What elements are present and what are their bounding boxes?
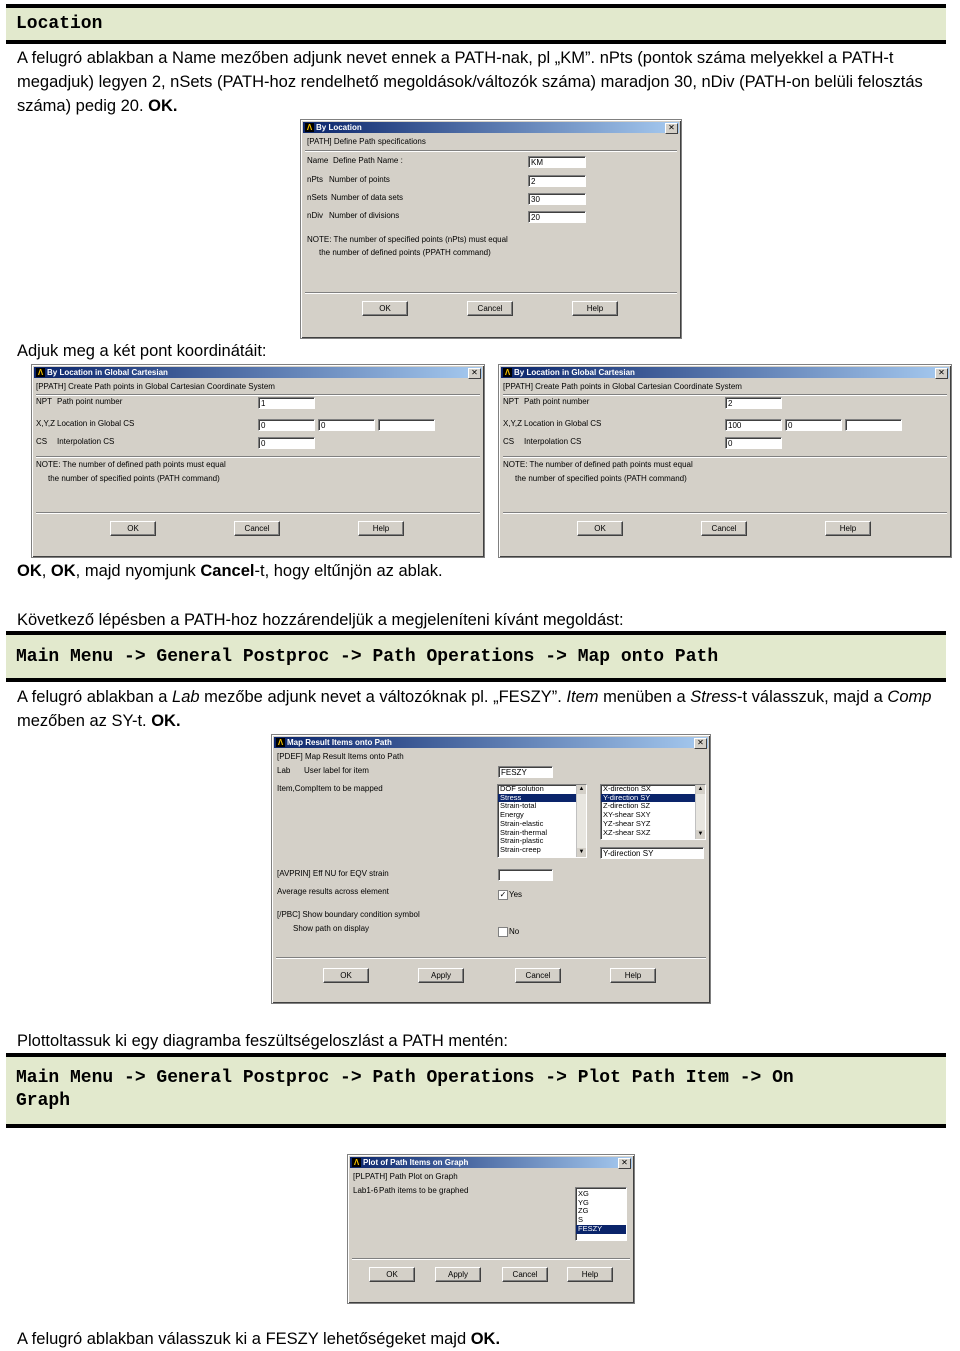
text-fragment: -t válasszuk, majd a xyxy=(737,688,888,706)
cancel-emphasis: Cancel xyxy=(200,562,255,580)
list-item[interactable]: XZ-shear SXZ xyxy=(603,827,651,837)
npts-key: nPts xyxy=(307,175,324,184)
divider xyxy=(503,456,947,458)
ok-emphasis: OK. xyxy=(151,712,181,730)
text-fragment: mezőben az SY-t. xyxy=(17,712,152,730)
cs-label: Interpolation CS xyxy=(57,437,115,446)
list-item[interactable]: Energy xyxy=(500,810,524,820)
list-item[interactable]: Strain-thermal xyxy=(500,827,548,837)
close-icon[interactable]: ✕ xyxy=(665,123,678,134)
help-button[interactable]: Help xyxy=(825,521,871,536)
divider xyxy=(36,512,480,514)
ok-button[interactable]: OK xyxy=(362,301,408,316)
ansys-logo-icon: Λ xyxy=(277,738,284,747)
list-item[interactable]: Strain-creep xyxy=(500,844,541,854)
list-item[interactable]: S xyxy=(578,1215,584,1225)
list-item[interactable]: Strain-plastic xyxy=(500,836,544,846)
dialog-titlebar xyxy=(501,367,949,378)
avprin-field[interactable] xyxy=(498,869,553,881)
path-items-listbox[interactable] xyxy=(575,1187,627,1241)
close-icon[interactable]: ✕ xyxy=(468,368,481,379)
close-icon[interactable]: ✕ xyxy=(935,368,948,379)
scrollbar[interactable] xyxy=(695,785,705,839)
npt-label: Path point number xyxy=(57,397,123,406)
close-icon[interactable]: ✕ xyxy=(618,1158,631,1169)
note-line-2: the number of specified points (PATH command) xyxy=(515,474,687,483)
show-path-checkbox[interactable] xyxy=(498,927,508,937)
dialog-titlebar xyxy=(350,1157,632,1168)
item-label: Item to be mapped xyxy=(316,784,383,793)
y-field[interactable]: 0 xyxy=(785,419,842,431)
ansys-logo-icon: Λ xyxy=(306,123,313,132)
text-fragment: , xyxy=(41,562,51,580)
paragraph-path-intro xyxy=(17,46,952,118)
help-button[interactable]: Help xyxy=(610,968,656,983)
item-emphasis: Item xyxy=(566,688,599,706)
ndiv-label: Number of divisions xyxy=(329,211,400,220)
pbc-label: [/PBC] Show boundary condition symbol xyxy=(277,910,420,919)
section-label: [PPATH] Create Path points in Global Cartesian Coordinate System xyxy=(36,382,275,391)
cs-key: CS xyxy=(503,437,515,446)
text-fragment: A felugró ablakban válasszuk ki a FESZY lehetőségeket majd xyxy=(17,1330,471,1348)
nsets-label: Number of data sets xyxy=(331,193,404,202)
no-label: No xyxy=(509,927,520,936)
close-icon[interactable]: ✕ xyxy=(694,738,707,749)
dialog-path-point-1 xyxy=(31,364,485,558)
note-line-1: NOTE: The number of specified points (nPts) must equal xyxy=(307,235,508,244)
section-label: [PLPATH] Path Plot on Graph xyxy=(353,1172,458,1181)
list-item[interactable]: X-direction SX xyxy=(603,784,651,793)
dialog-titlebar xyxy=(303,122,679,133)
cs-label: Interpolation CS xyxy=(524,437,582,446)
comp-emphasis: Comp xyxy=(887,688,932,706)
x-field[interactable]: 0 xyxy=(258,419,315,431)
cancel-button[interactable]: Cancel xyxy=(467,301,513,316)
avprin-label: [AVPRIN] Eff NU for EQV strain xyxy=(277,869,389,878)
xyz-key: X,Y,Z xyxy=(36,419,55,428)
average-label: Average results across element xyxy=(277,887,389,896)
scrollbar[interactable] xyxy=(576,785,586,857)
ansys-logo-icon: Λ xyxy=(37,368,44,377)
list-item[interactable]: DOF solution xyxy=(500,784,544,793)
cs-key: CS xyxy=(36,437,48,446)
list-item-selected[interactable]: Stress xyxy=(498,794,586,803)
npts-field[interactable]: 2 xyxy=(528,175,586,187)
lab-emphasis: Lab xyxy=(172,688,200,706)
divider xyxy=(36,456,480,458)
section-title: Location xyxy=(16,14,103,34)
ok-emphasis: OK. xyxy=(470,1330,501,1348)
divider xyxy=(36,394,480,396)
ok-emphasis: OK. xyxy=(148,97,178,115)
divider xyxy=(352,1258,630,1260)
npt-field[interactable]: 1 xyxy=(258,397,315,409)
menu-path-text: Main Menu -> General Postproc -> Path Operations -> Map onto Path xyxy=(16,647,719,667)
ndiv-field[interactable]: 20 xyxy=(528,211,586,223)
dialog-plot-path-items xyxy=(347,1154,635,1304)
cs-field[interactable]: 0 xyxy=(258,437,315,449)
list-item[interactable]: ZG xyxy=(578,1206,589,1216)
divider xyxy=(276,957,706,959)
dialog-map-result-items xyxy=(271,734,711,1004)
npt-key: NPT xyxy=(36,397,52,406)
menu-path-line-2: Graph xyxy=(16,1091,71,1111)
note-line-2: the number of specified points (PATH command) xyxy=(48,474,220,483)
paragraph-final xyxy=(17,1327,500,1351)
list-item[interactable]: XG xyxy=(578,1189,589,1198)
divider xyxy=(503,394,947,396)
paragraph-plot: Plottoltassuk ki egy diagramba feszültségeloszlást a PATH mentén: xyxy=(17,1032,508,1050)
ok-button[interactable]: OK xyxy=(369,1267,415,1282)
intro-text: A felugró ablakban a Name mezőben adjunk nevet ennek a PATH-nak, pl „KM”. nPts (pontok száma melyekkel a PATH-t megadjuk) legyen 2, nSets (PATH-hoz rendelhető megoldások/változók száma) maradjon 30, nDiv (PATH-on belüli felosztás száma) pedig 20. xyxy=(17,49,923,115)
menu-path-map-onto-path xyxy=(6,631,946,682)
note-line-1: NOTE: The number of defined path points must equal xyxy=(503,460,693,469)
cs-field[interactable]: 0 xyxy=(725,437,782,449)
lab-field[interactable]: FESZY xyxy=(498,766,553,778)
z-field[interactable] xyxy=(378,419,435,431)
divider xyxy=(305,292,677,294)
cancel-button[interactable]: Cancel xyxy=(515,968,561,983)
y-field[interactable]: 0 xyxy=(318,419,375,431)
ok-emphasis: OK xyxy=(50,562,76,580)
paragraph-feszy xyxy=(17,685,960,733)
item-listbox[interactable] xyxy=(497,784,587,858)
lab-label: Path items to be graphed xyxy=(379,1186,469,1195)
nsets-key: nSets xyxy=(307,193,328,202)
dialog-title: By Location in Global Cartesian xyxy=(47,368,168,377)
divider xyxy=(305,150,677,152)
ok-button[interactable]: OK xyxy=(110,521,156,536)
item-key: Item,Comp xyxy=(277,784,317,793)
yes-label: Yes xyxy=(509,890,523,899)
paragraph-coordinates: Adjuk meg a két pont koordinátáit: xyxy=(17,342,267,360)
ndiv-key: nDiv xyxy=(307,211,324,220)
x-field[interactable]: 100 xyxy=(725,419,782,431)
note-line-2: the number of defined points (PPATH command) xyxy=(319,248,491,257)
help-button[interactable]: Help xyxy=(358,521,404,536)
z-field[interactable] xyxy=(845,419,902,431)
section-label: [PDEF] Map Result Items onto Path xyxy=(277,752,404,761)
text-fragment: A felugró ablakban a xyxy=(17,688,173,706)
path-name-field[interactable]: KM xyxy=(528,156,586,168)
list-item[interactable]: YZ-shear SYZ xyxy=(603,818,651,828)
ansys-logo-icon: Λ xyxy=(353,1158,360,1167)
name-key: Name xyxy=(307,156,329,165)
ok-button[interactable]: OK xyxy=(323,968,369,983)
paragraph-next-step: Következő lépésben a PATH-hoz hozzárendeljük a megjeleníteni kívánt megoldást: xyxy=(17,611,624,629)
menu-path-line-1: Main Menu -> General Postproc -> Path Operations -> Plot Path Item -> On xyxy=(16,1068,794,1088)
xyz-label: Location in Global CS xyxy=(524,419,602,428)
cancel-button[interactable]: Cancel xyxy=(502,1267,548,1282)
dialog-title: Plot of Path Items on Graph xyxy=(363,1158,469,1167)
help-button[interactable]: Help xyxy=(567,1267,613,1282)
xyz-label: Location in Global CS xyxy=(57,419,135,428)
text-fragment: -t, hogy eltűnjön az ablak. xyxy=(254,562,443,580)
name-label: Define Path Name : xyxy=(333,156,403,165)
paragraph-ok-cancel xyxy=(17,559,443,583)
comp-field[interactable]: Y-direction SY xyxy=(600,847,704,859)
dialog-path-point-2 xyxy=(498,364,952,558)
xyz-key: X,Y,Z xyxy=(503,419,522,428)
dialog-by-location xyxy=(300,119,682,339)
text-fragment: mezőbe adjunk nevet a változóknak pl. „FESZY”. xyxy=(199,688,567,706)
menu-path-plot-on-graph xyxy=(6,1053,946,1128)
help-button[interactable]: Help xyxy=(572,301,618,316)
cancel-button[interactable]: Cancel xyxy=(701,521,747,536)
list-item[interactable]: XY-shear SXY xyxy=(603,810,651,820)
dialog-title: Map Result Items onto Path xyxy=(287,738,392,747)
dialog-title: By Location in Global Cartesian xyxy=(514,368,635,377)
section-label: [PATH] Define Path specifications xyxy=(307,137,426,146)
list-item-selected[interactable]: FESZY xyxy=(576,1225,626,1234)
divider xyxy=(503,512,947,514)
ok-button[interactable]: OK xyxy=(577,521,623,536)
nsets-field[interactable]: 30 xyxy=(528,193,586,205)
list-item[interactable]: YG xyxy=(578,1197,589,1207)
apply-button[interactable]: Apply xyxy=(435,1267,481,1282)
dialog-title: By Location xyxy=(316,123,362,132)
lab-key: Lab xyxy=(277,766,291,775)
note-line-1: NOTE: The number of defined path points must equal xyxy=(36,460,226,469)
show-path-label: Show path on display xyxy=(293,924,370,933)
npt-label: Path point number xyxy=(524,397,590,406)
list-item[interactable]: Strain-total xyxy=(500,801,537,811)
lab-label: User label for item xyxy=(304,766,369,775)
cancel-button[interactable]: Cancel xyxy=(234,521,280,536)
dialog-titlebar xyxy=(34,367,482,378)
comp-listbox[interactable] xyxy=(600,784,706,840)
ok-emphasis: OK xyxy=(17,562,42,580)
lab-key: Lab1-6 xyxy=(353,1186,378,1195)
list-item[interactable]: Strain-elastic xyxy=(500,818,544,828)
apply-button[interactable]: Apply xyxy=(418,968,464,983)
text-fragment: menüben a xyxy=(598,688,691,706)
text-fragment: , majd nyomjunk xyxy=(75,562,201,580)
ansys-logo-icon: Λ xyxy=(504,368,511,377)
npt-key: NPT xyxy=(503,397,519,406)
section-header-location xyxy=(6,4,946,44)
dialog-titlebar xyxy=(274,737,708,748)
section-label: [PPATH] Create Path points in Global Cartesian Coordinate System xyxy=(503,382,742,391)
npt-field[interactable]: 2 xyxy=(725,397,782,409)
stress-emphasis: Stress xyxy=(690,688,738,706)
average-checkbox[interactable]: ✓ xyxy=(499,890,507,899)
menu-path-text xyxy=(6,1057,946,1117)
list-item-selected[interactable]: Y-direction SY xyxy=(601,794,705,803)
npts-label: Number of points xyxy=(329,175,390,184)
list-item[interactable]: Z-direction SZ xyxy=(603,801,651,811)
